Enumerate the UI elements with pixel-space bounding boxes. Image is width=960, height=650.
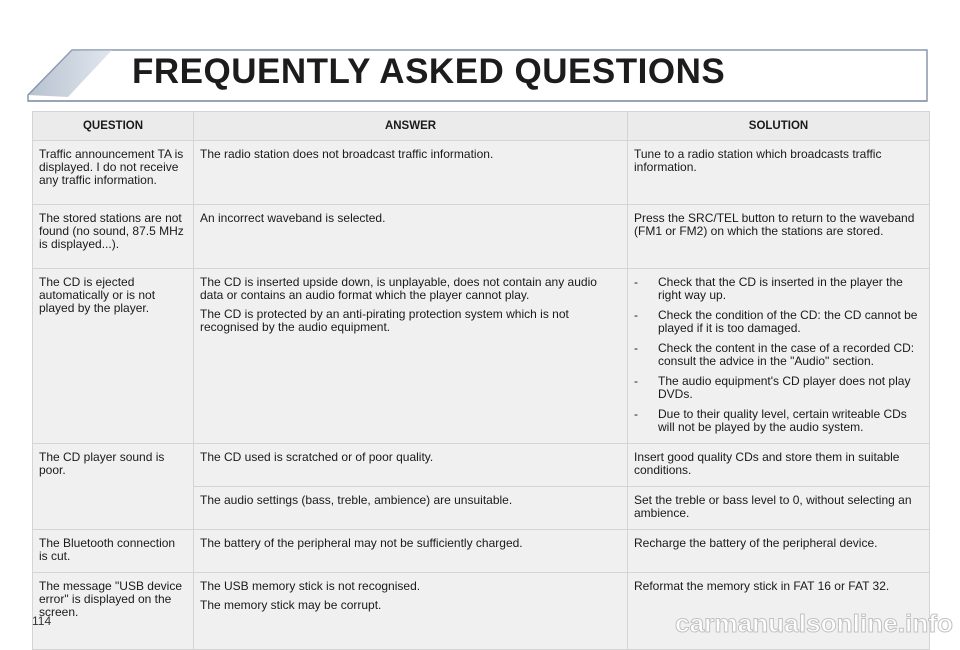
list-item: - Check that the CD is inserted in the player the right way up. [634,275,903,302]
list-item: - Check the condition of the CD: the CD cannot be played if it is too damaged. [634,308,918,335]
answer-cell [194,269,628,444]
answer-cell [194,487,628,530]
solution-text: Set the treble or bass level to 0, without selecting an ambience. [634,493,912,520]
column-header-answer: ANSWER [194,112,628,141]
solution-text: Check the condition of the CD: the CD cannot be played if it is too damaged. [658,308,918,335]
question-cell: The CD is ejected automatically or is not played by the player. [33,269,194,444]
table-row [33,141,930,205]
solution-text: Due to their quality level, certain writeable CDs will not be played by the audio system. [658,407,907,434]
solution-cell [628,487,930,530]
list-item: - The audio equipment's CD player does not play DVDs. [634,374,911,401]
answer-text: The battery of the peripheral may not be sufficiently charged. [200,536,523,550]
faq-table [32,111,930,650]
table-row [33,530,930,573]
answer-cell [194,141,628,205]
answer-cell [194,530,628,573]
answer-text: An incorrect waveband is selected. [200,211,386,225]
answer-text: The CD used is scratched or of poor quality. [200,450,434,464]
title-banner [0,0,960,110]
solution-text: Insert good quality CDs and store them in suitable conditions. [634,450,900,477]
answer-cell [194,205,628,269]
solution-cell [628,141,930,205]
solution-text: The audio equipment's CD player does not play DVDs. [658,374,911,401]
solution-text: Tune to a radio station which broadcasts traffic information. [634,147,882,174]
question-cell: The Bluetooth connection is cut. [33,530,194,573]
table-header-row [33,112,930,141]
watermark-logo [675,610,957,640]
solution-text: Check that the CD is inserted in the player the right way up. [658,275,903,302]
solution-text: Check the content in the case of a recorded CD: consult the advice in the "Audio" section. [658,341,915,368]
page-number: 114 [32,614,52,628]
solution-text: Recharge the battery of the peripheral device. [634,536,878,550]
answer-cell [194,573,628,650]
column-header-question: QUESTION [33,112,194,141]
answer-text: The USB memory stick is not recognised. [200,579,421,593]
question-cell: Traffic announcement TA is displayed. I do not receive any traffic information. [33,141,194,205]
solution-list [634,276,923,434]
column-header-solution: SOLUTION [628,112,930,141]
solution-cell [628,444,930,487]
solution-cell [628,530,930,573]
answer-cell [194,444,628,487]
answer-text: The CD is inserted upside down, is unplayable, does not contain any audio data or contains an audio format which the player cannot play. [200,275,597,302]
watermark-text: carmanualsonline.info [675,610,953,638]
solution-cell [628,269,930,444]
answer-text: The CD is protected by an anti-pirating protection system which is not recognised by the audio equipment. [200,307,569,334]
table-row [33,444,930,487]
answer-text: The audio settings (bass, treble, ambience) are unsuitable. [200,493,513,507]
list-item: - Check the content in the case of a recorded CD: consult the advice in the "Audio" section. [634,341,915,368]
list-item: - Due to their quality level, certain writeable CDs will not be played by the audio system. [634,407,907,434]
question-cell: The CD player sound is poor. [33,444,194,530]
solution-text: Reformat the memory stick in FAT 16 or FAT 32. [634,579,890,593]
answer-text: The radio station does not broadcast traffic information. [200,147,494,161]
page-title: FREQUENTLY ASKED QUESTIONS [132,52,726,91]
solution-cell [628,205,930,269]
solution-text: Press the SRC/TEL button to return to the waveband (FM1 or FM2) on which the stations are stored. [634,211,915,238]
question-cell: The message "USB device error" is displayed on the screen. [33,573,194,650]
question-cell: The stored stations are not found (no sound, 87.5 MHz is displayed...). [33,205,194,269]
table-row [33,269,930,444]
table-row [33,205,930,269]
answer-text: The memory stick may be corrupt. [200,598,382,612]
